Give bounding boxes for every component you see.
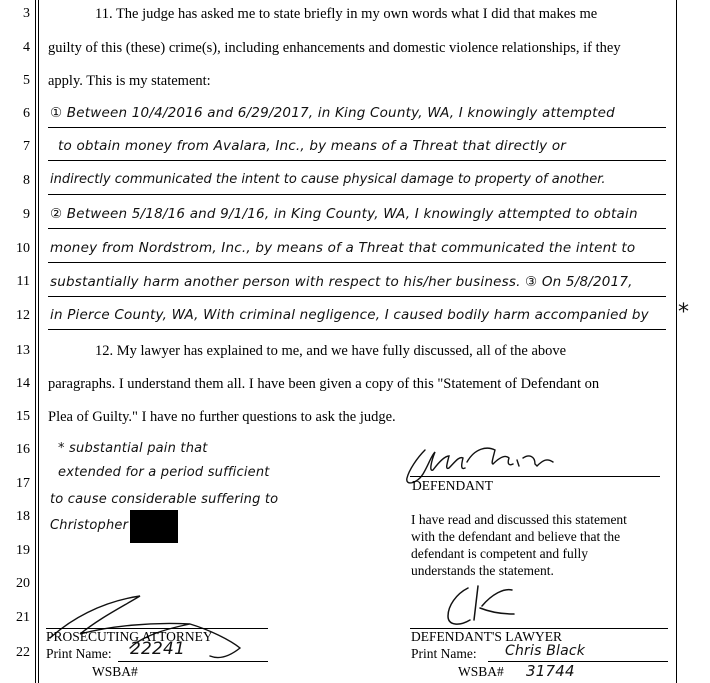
ruled-line bbox=[48, 194, 666, 195]
redaction-box bbox=[130, 510, 178, 543]
para12-line1: 12. My lawyer has explained to me, and we have fully discussed, all of the above bbox=[95, 343, 567, 359]
statement-line: ② Between 5/18/16 and 9/1/16, in King County, WA, I knowingly attempted to obtain bbox=[50, 206, 638, 222]
ruled-line bbox=[48, 127, 666, 128]
ruled-line bbox=[48, 262, 666, 263]
para12-line3: Plea of Guilty." I have no further questions to ask the judge. bbox=[48, 409, 396, 425]
prosecutor-wsba-number: 22241 bbox=[130, 639, 186, 659]
lawyer-signature bbox=[430, 580, 550, 632]
footnote-line: extended for a period sufficient bbox=[58, 465, 270, 480]
ruled-line bbox=[48, 329, 666, 330]
asterisk-mark: * bbox=[678, 300, 690, 325]
lawyer-statement-line: I have read and discussed this statement bbox=[411, 512, 627, 527]
defendant-signature-line bbox=[410, 476, 660, 477]
line-number: 5 bbox=[23, 73, 30, 88]
ruled-line bbox=[48, 296, 666, 297]
line-number: 21 bbox=[16, 610, 30, 625]
line-number: 13 bbox=[16, 343, 30, 358]
para11-line1: 11. The judge has asked me to state briefly in my own words what I did that makes me bbox=[95, 6, 598, 22]
margin-line-left-inner bbox=[38, 0, 39, 683]
line-number: 18 bbox=[16, 509, 30, 524]
line-number: 11 bbox=[16, 274, 30, 289]
ruled-line bbox=[48, 160, 666, 161]
prosecutor-wsba-label: WSBA# bbox=[92, 664, 138, 679]
statement-line: money from Nordstrom, Inc., by means of a Threat that communicated the intent to bbox=[50, 240, 636, 256]
lawyer-statement-line: with the defendant and believe that the bbox=[411, 529, 621, 544]
statement-line: ① Between 10/4/2016 and 6/29/2017, in King County, WA, I knowingly attempted bbox=[50, 105, 615, 121]
line-number: 10 bbox=[16, 241, 30, 256]
line-number: 15 bbox=[16, 409, 30, 424]
line-number: 20 bbox=[16, 576, 30, 591]
footnote-line: to cause considerable suffering to bbox=[50, 492, 279, 507]
footnote-line: * substantial pain that bbox=[58, 441, 208, 456]
defendant-label: DEFENDANT bbox=[412, 478, 493, 493]
lawyer-wsba-label: WSBA# bbox=[458, 664, 504, 679]
line-number: 16 bbox=[16, 442, 30, 457]
line-number: 19 bbox=[16, 543, 30, 558]
prosecuting-attorney-label: PROSECUTING ATTORNEY bbox=[46, 629, 213, 644]
line-number: 6 bbox=[23, 106, 30, 121]
prosecutor-print-name-line bbox=[118, 661, 268, 662]
line-number: 17 bbox=[16, 476, 30, 491]
statement-line: in Pierce County, WA, With criminal negligence, I caused bodily harm accompanied by bbox=[50, 307, 649, 323]
line-number: 22 bbox=[16, 645, 30, 660]
para11-line2: guilty of this (these) crime(s), including enhancements and domestic violence relationships, if they bbox=[48, 40, 621, 56]
line-number: 7 bbox=[23, 139, 30, 154]
lawyer-statement-line: understands the statement. bbox=[411, 563, 554, 578]
statement-line: indirectly communicated the intent to cause physical damage to property of another. bbox=[50, 172, 606, 187]
defendants-lawyer-label: DEFENDANT'S LAWYER bbox=[411, 629, 562, 644]
para11-line3: apply. This is my statement: bbox=[48, 73, 211, 89]
line-number: 8 bbox=[23, 173, 30, 188]
line-number: 4 bbox=[23, 40, 30, 55]
margin-line-right bbox=[676, 0, 677, 683]
line-number: 12 bbox=[16, 308, 30, 323]
ruled-line bbox=[48, 228, 666, 229]
footnote-line: Christopher bbox=[50, 518, 129, 533]
line-number: 3 bbox=[23, 6, 30, 21]
lawyer-wsba-number: 31744 bbox=[526, 662, 575, 680]
line-number: 14 bbox=[16, 376, 30, 391]
para12-line2: paragraphs. I understand them all. I have been given a copy of this "Statement of Defendant on bbox=[48, 376, 600, 392]
lawyer-statement-line: defendant is competent and fully bbox=[411, 546, 588, 561]
statement-line: substantially harm another person with respect to his/her business. ③ On 5/8/2017, bbox=[50, 274, 633, 290]
lawyer-print-name-label: Print Name: bbox=[411, 646, 477, 661]
lawyer-print-name-value: Chris Black bbox=[505, 643, 586, 659]
prosecutor-print-name-label: Print Name: bbox=[46, 646, 112, 661]
lawyer-print-name-line bbox=[488, 661, 668, 662]
margin-line-left bbox=[35, 0, 36, 683]
line-number: 9 bbox=[23, 207, 30, 222]
statement-line: to obtain money from Avalara, Inc., by means of a Threat that directly or bbox=[58, 138, 567, 154]
